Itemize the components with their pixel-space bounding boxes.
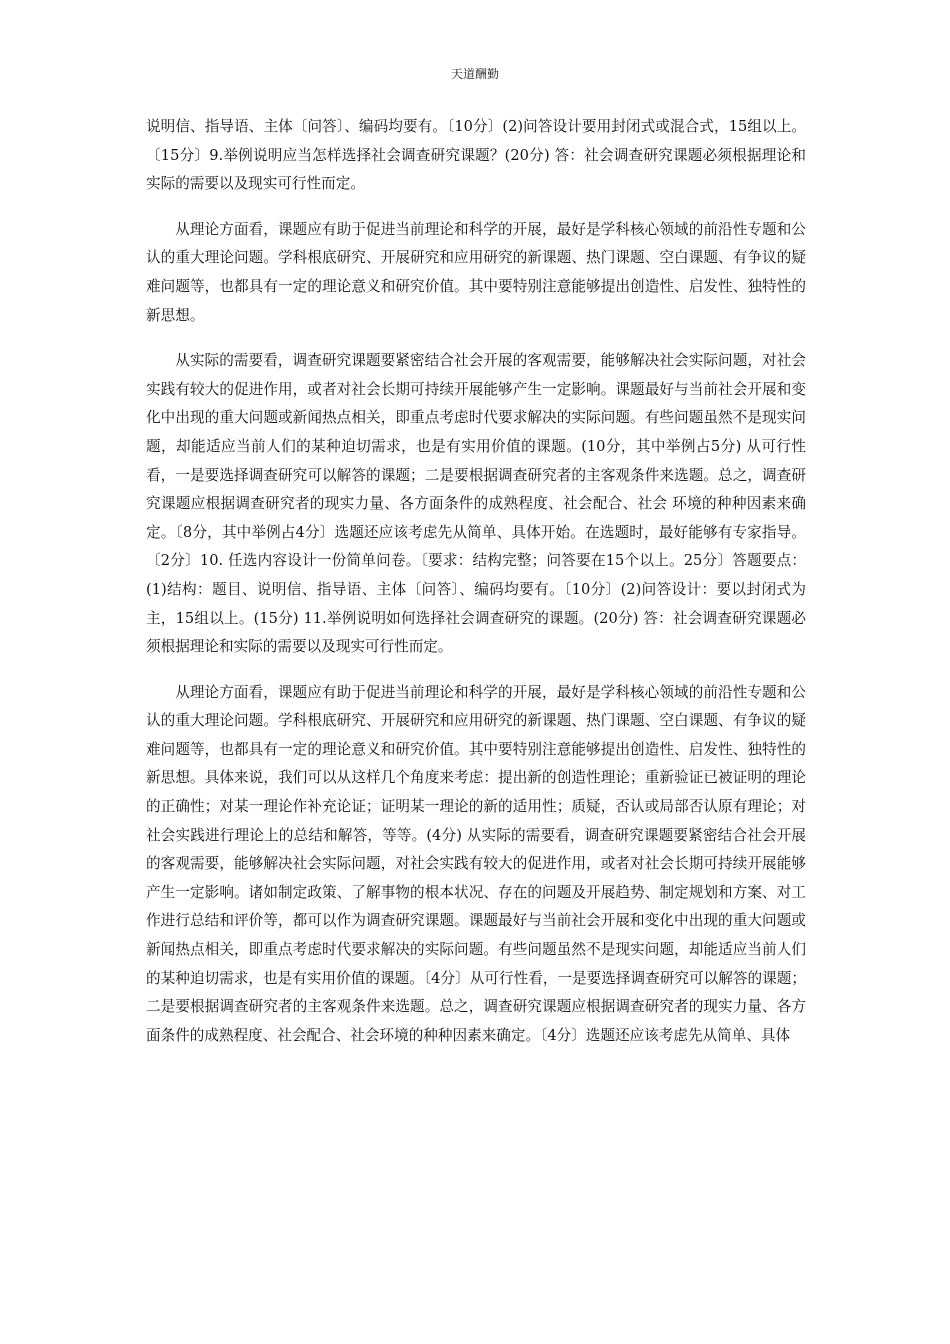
paragraph-4: 从理论方面看，课题应有助于促进当前理论和科学的开展，最好是学科核心领域的前沿性专题和公认的重大理论问题。学科根底研究、开展研究和应用研究的新课题、热门课题、空白课题、有争议的疑难问题等，也都具有一定的理论意义和研究价值。其中要特别注意能够提出创造性、启发性、独特性的新思想。具体来说，我们可以从这样几个角度来考虑：提出新的创造性理论；重新验证已被证明的理论的正确性；对某一理论作补充论证；证明某一理论的新的适用性；质疑，否认或局部否认原有理论；对社会实践进行理论上的总结和解答，等等。(4分) 从实际的需要看，调查研究课题要紧密结合社会开展的客观需要，能够解决社会实际问题，对社会实践有较大的促进作用，或者对社会长期可持续开展能够产生一定影响。诸如制定政策、了解事物的根本状况、存在的问题及开展趋势、制定规划和方案、对工作进行总结和评价等，都可以作为调查研究课题。课题最好与当前社会开展和变化中出现的重大问题或新闻热点相关，即重点考虑时代要求解决的实际问题。有些问题虽然不是现实问题，却能适应当前人们的某种迫切需求，也是有实用价值的课题。〔4分〕从可行性看，一是要选择调查研究可以解答的课题；二是要根据调查研究者的主客观条件来选题。总之，调查研究课题应根据调查研究者的现实力量、各方面条件的成熟程度、社会配合、社会环境的种种因素来确定。〔4分〕选题还应该考虑先从简单、具体 (146, 683, 806, 1044)
paragraph-3: 从实际的需要看，调查研究课题要紧密结合社会开展的客观需要，能够解决社会实际问题，对社会实践有较大的促进作用，或者对社会长期可持续开展能够产生一定影响。课题最好与当前社会开展和变化中出现的重大问题或新闻热点相关，即重点考虑时代要求解决的实际问题。有些问题虽然不是现实问题，却能适应当前人们的某种迫切需求，也是有实用价值的课题。(10分，其中举例占5分) 从可行性看，一是要选择调查研究可以解答的课题；二是要根据调查研究者的主客观条件来选题。总之，调查研究课题应根据调查研究者的现实力量、各方面条件的成熟程度、社会配合、社会 环境的种种因素来确定。〔8分，其中举例占4分〕选题还应该考虑先从简单、具体开始。在选题时，最好能够有专家指导。〔2分〕10. 任选内容设计一份简单问卷。〔要求：结构完整；问答要在15个以上。25分〕答题要点：(1)结构：题目、说明信、指导语、主体〔问答〕、编码均要有。〔10分〕(2)问答设计：要以封闭式为主，15组以上。(15分) 11.举例说明如何选择社会调查研究的课题。(20分) 答：社会调查研究课题必须根据理论和实际的需要以及现实可行性而定。 (146, 352, 806, 656)
paragraph-1: 说明信、指导语、主体〔问答〕、编码均要有。〔10分〕(2)问答设计要用封闭式或混合式，15组以上。〔15分〕9.举例说明应当怎样选择社会调查研究课题？(20分) 答：社会调查研究课题必须根据理论和实际的需要以及现实可行性而定。 (146, 118, 806, 193)
page-header: 天道酬勤 (450, 67, 499, 81)
paragraph-2: 从理论方面看，课题应有助于促进当前理论和科学的开展，最好是学科核心领域的前沿性专题和公认的重大理论问题。学科根底研究、开展研究和应用研究的新课题、热门课题、空白课题、有争议的疑难问题等，也都具有一定的理论意义和研究价值。其中要特别注意能够提出创造性、启发性、独特性的新思想。 (146, 220, 806, 324)
document-body (146, 113, 806, 1067)
